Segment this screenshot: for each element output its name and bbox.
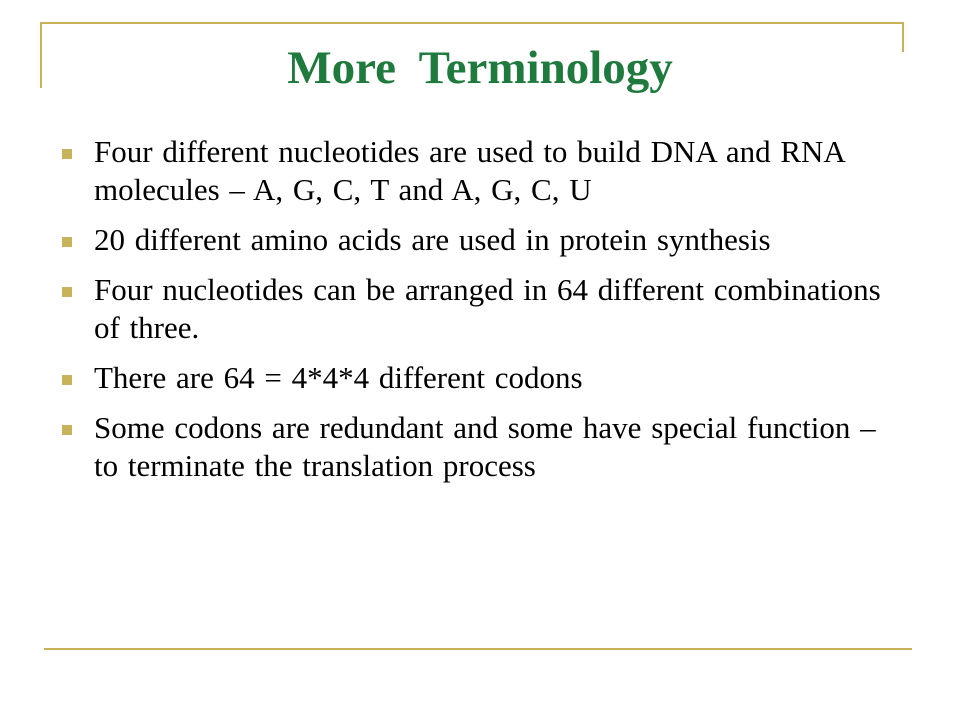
slide-title: More Terminology [287, 42, 673, 94]
frame-top-line [40, 22, 904, 24]
square-bullet-icon [62, 375, 72, 385]
bullet-item [62, 221, 892, 259]
bullet-text: Some codons are redundant and some have special function – to terminate the translation process [94, 410, 876, 483]
bullet-item [62, 133, 892, 209]
bullet-text: Four different nucleotides are used to build DNA and RNA molecules – A, G, C, T and A, G, C, U [94, 134, 845, 207]
bullet-list [62, 133, 892, 497]
bullet-text: 20 different amino acids are used in protein synthesis [94, 222, 771, 257]
bullet-item [62, 409, 892, 485]
square-bullet-icon [62, 237, 72, 247]
square-bullet-icon [62, 149, 72, 159]
frame-bottom-line [44, 648, 912, 650]
bullet-item [62, 359, 892, 397]
bullet-text: There are 64 = 4*4*4 different codons [94, 360, 583, 395]
square-bullet-icon [62, 425, 72, 435]
bullet-item [62, 271, 892, 347]
square-bullet-icon [62, 287, 72, 297]
bullet-text: Four nucleotides can be arranged in 64 different combinations of three. [94, 272, 881, 345]
